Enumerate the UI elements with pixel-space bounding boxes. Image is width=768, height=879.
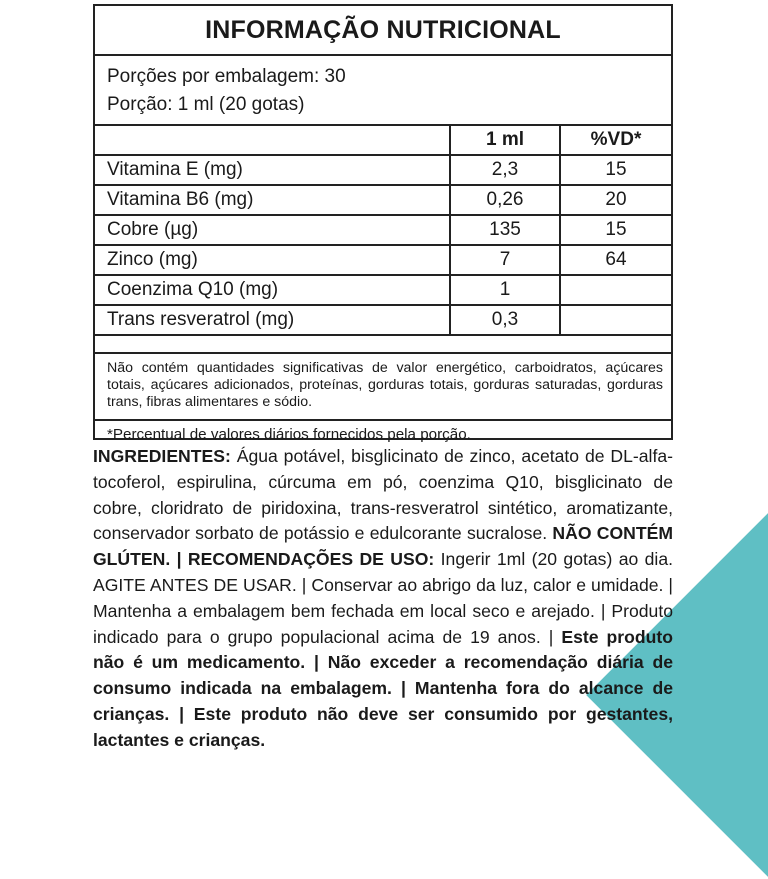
nutrient-name: Cobre (µg) (95, 215, 450, 245)
serving-size: Porção: 1 ml (20 gotas) (107, 94, 305, 115)
table-row (95, 215, 671, 245)
nutrient-name: Zinco (mg) (95, 245, 450, 275)
panel-title: INFORMAÇÃO NUTRICIONAL (95, 6, 671, 56)
nutrient-table (95, 126, 671, 336)
nutrient-amount: 0,3 (450, 305, 560, 335)
nutrient-dv: 64 (560, 245, 671, 275)
ingredients-heading: INGREDIENTES: (93, 446, 231, 466)
header-amount: 1 ml (450, 126, 560, 155)
servings-block (95, 56, 671, 126)
nutrient-dv: 20 (560, 185, 671, 215)
nutrient-name: Trans resveratrol (mg) (95, 305, 450, 335)
nutrient-name: Vitamina B6 (mg) (95, 185, 450, 215)
table-row (95, 275, 671, 305)
nutrient-amount: 0,26 (450, 185, 560, 215)
table-header-row (95, 126, 671, 155)
nutrient-name: Coenzima Q10 (mg) (95, 275, 450, 305)
nutrient-dv: 15 (560, 215, 671, 245)
ingredients-text (93, 444, 673, 754)
warnings-text: Este produto não é um medicamento. | Não exceder a recomendação diária de consumo indicada na embalagem. | Mantenha fora do alcance de crianças. | Este produto não deve ser consumido por gestantes, lactantes e crianças. (93, 626, 673, 750)
insignificant-amounts-note: Não contém quantidades significativas de valor energético, carboidratos, açúcares totais, açúcares adicionados, proteínas, gorduras totais, gorduras saturadas, gorduras trans, fibras alimentares e sódio. (95, 354, 671, 421)
servings-per-package: Porções por embalagem: 30 (107, 66, 346, 87)
nutrient-amount: 1 (450, 275, 560, 305)
nutrient-amount: 2,3 (450, 155, 560, 185)
nutrient-dv (560, 305, 671, 335)
nutrient-dv (560, 275, 671, 305)
table-row (95, 185, 671, 215)
nutrient-dv: 15 (560, 155, 671, 185)
table-row (95, 305, 671, 335)
table-spacer (95, 336, 671, 354)
header-daily-value: %VD* (560, 126, 671, 155)
table-row (95, 155, 671, 185)
nutrition-facts-panel (93, 4, 673, 443)
nutrient-name: Vitamina E (mg) (95, 155, 450, 185)
header-nutrient (95, 126, 450, 155)
usage-instructions: Ingerir 1ml (20 gotas) ao dia. AGITE ANTES DE USAR. | Conservar ao abrigo da luz, calor e umidade. | Mantenha a embalagem bem fechada em local seco e arejado. | Produto indicado para o grupo populacional acima de 19 anos. | (93, 549, 674, 647)
ingredients-list: Água potável, bisglicinato de zinco, acetato de DL-alfa-tocoferol, espirulina, cúrcuma em pó, coenzima Q10, bisglicinato de cobre, cloridrato de piridoxina, trans-resveratrol sintético, aromatizante, conservador sorbato de potássio e edulcorante sucralose. (93, 446, 673, 544)
table-row (95, 245, 671, 275)
daily-value-footnote: *Percentual de valores diários fornecidos pela porção. (107, 426, 471, 443)
nutrient-amount: 7 (450, 245, 560, 275)
gluten-and-usage-heading: NÃO CONTÉM GLÚTEN. | RECOMENDAÇÕES DE USO: (93, 523, 674, 570)
nutrient-amount: 135 (450, 215, 560, 245)
